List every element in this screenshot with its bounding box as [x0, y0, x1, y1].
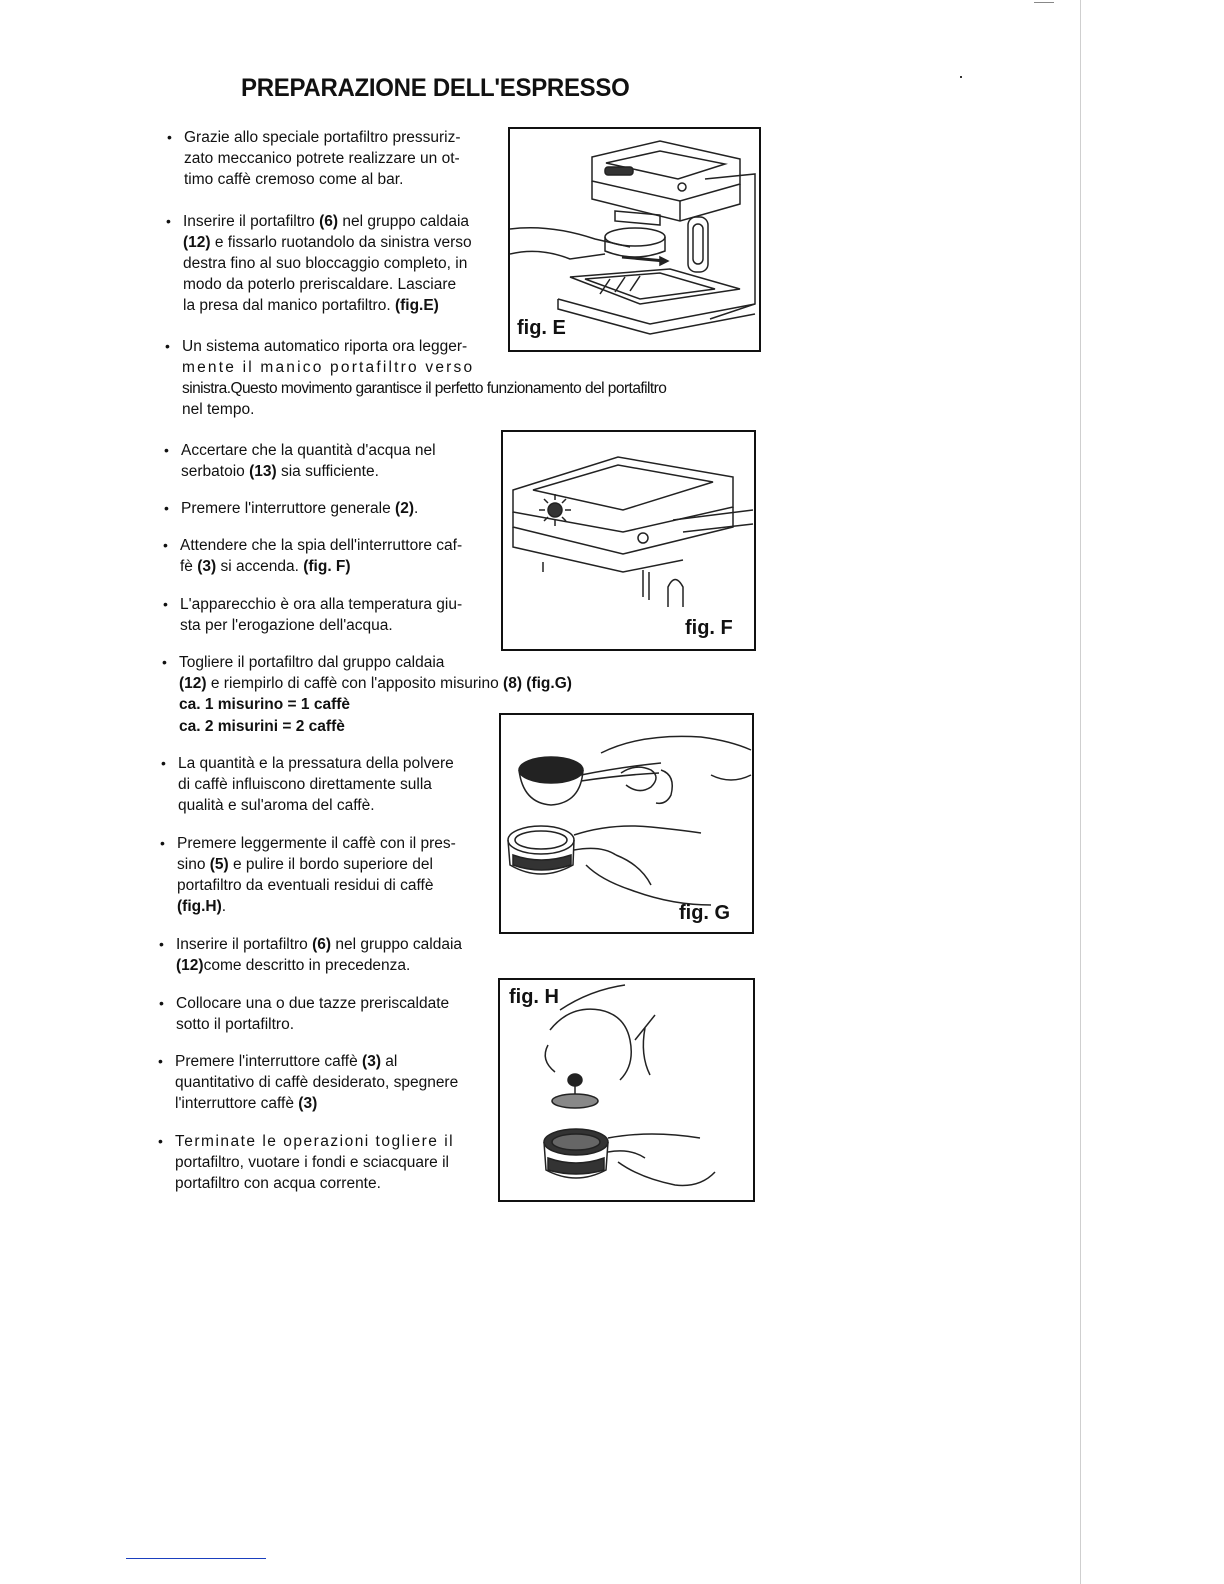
bullet-icon: • — [163, 596, 168, 612]
item-line: Premere leggermente il caffè con il pres- — [177, 835, 456, 852]
scan-speck — [1034, 2, 1054, 3]
item-line: modo da poterlo preriscaldare. Lasciare — [183, 276, 457, 293]
list-item — [164, 440, 501, 482]
item-line: portafiltro da eventuali residui di caffè — [177, 877, 434, 894]
item-line: L'apparecchio è ora alla temperatura giu- — [180, 596, 463, 613]
figure-label: fig. E — [517, 317, 566, 339]
dose-line-1: ca. 1 misurino = 1 caffè — [179, 696, 351, 713]
bullet-icon: • — [164, 442, 169, 458]
item-line: (12) e riempirlo di caffè con l'apposito misurino (8) (fig.G) — [179, 675, 572, 692]
measuring-scoop-icon — [501, 715, 752, 932]
list-item — [161, 753, 498, 816]
item-line: Inserire il portafiltro (6) nel gruppo caldaia — [176, 936, 463, 953]
item-line: (12)come descritto in precedenza. — [176, 957, 411, 974]
item-line: portafiltro con acqua corrente. — [175, 1175, 381, 1192]
item-line: zato meccanico potrete realizzare un ot- — [184, 150, 460, 167]
figure-g — [499, 713, 754, 934]
page-title: PREPARAZIONE DELL'ESPRESSO — [241, 74, 630, 102]
item-line: di caffè influiscono direttamente sulla — [178, 776, 432, 793]
figure-e — [508, 127, 761, 352]
bullet-icon: • — [162, 654, 167, 670]
dose-line-2: ca. 2 misurini = 2 caffè — [179, 718, 345, 735]
list-item — [164, 498, 501, 519]
list-item — [167, 127, 514, 190]
list-item — [159, 993, 496, 1035]
item-line: Togliere il portafiltro dal gruppo caldaia — [179, 654, 445, 671]
bullet-icon: • — [161, 755, 166, 771]
item-line: sta per l'erogazione dell'acqua. — [180, 617, 393, 634]
figure-label: fig. F — [685, 617, 733, 639]
item-line: mente il manico portafiltro verso — [182, 359, 475, 376]
bullet-icon: • — [165, 338, 170, 354]
item-line: qualità e sul'aroma del caffè. — [178, 797, 375, 814]
bullet-icon: • — [159, 995, 164, 1011]
item-line: nel tempo. — [182, 401, 255, 418]
bullet-icon: • — [166, 213, 171, 229]
item-line: la presa dal manico portafiltro. (fig.E) — [183, 297, 439, 314]
bullet-icon: • — [167, 129, 172, 145]
item-line: quantitativo di caffè desiderato, spegnere — [175, 1074, 459, 1091]
tamper-icon — [500, 980, 753, 1200]
item-line: (12) e fissarlo ruotandolo da sinistra verso — [183, 234, 472, 251]
item-line: Grazie allo speciale portafiltro pressuriz- — [184, 129, 461, 146]
item-line: sotto il portafiltro. — [176, 1016, 295, 1033]
item-line: destra fino al suo bloccaggio completo, in — [183, 255, 468, 272]
bullet-icon: • — [159, 936, 164, 952]
item-line: sino (5) e pulire il bordo superiore del — [177, 856, 433, 873]
list-item — [162, 652, 659, 694]
list-item — [159, 934, 496, 976]
item-line: Terminate le operazioni togliere il — [175, 1133, 455, 1150]
list-item — [163, 535, 500, 577]
list-item — [158, 1131, 495, 1194]
scan-speck — [960, 76, 962, 78]
list-item — [160, 833, 497, 917]
figure-h — [498, 978, 755, 1202]
figure-label: fig. H — [509, 986, 559, 1008]
item-line: Premere l'interruttore caffè (3) al — [175, 1053, 398, 1070]
bullet-icon: • — [164, 500, 169, 516]
bullet-icon: • — [158, 1133, 163, 1149]
item-line: Accertare che la quantità d'acqua nel — [181, 442, 436, 459]
bullet-icon: • — [158, 1053, 163, 1069]
list-item — [163, 594, 500, 636]
list-item — [166, 211, 513, 316]
item-line: timo caffè cremoso come al bar. — [184, 171, 404, 188]
item-line: portafiltro, vuotare i fondi e sciacquare il — [175, 1154, 449, 1171]
item-line: l'interruttore caffè (3) — [175, 1095, 318, 1112]
bullet-icon: • — [163, 537, 168, 553]
list-item — [158, 1051, 495, 1114]
footer-rule — [126, 1558, 266, 1559]
item-line: fè (3) si accenda. (fig. F) — [180, 558, 351, 575]
item-line: Premere l'interruttore generale (2). — [181, 500, 419, 517]
item-line: Un sistema automatico riporta ora legger- — [182, 338, 468, 355]
item-line: serbatoio (13) sia sufficiente. — [181, 463, 379, 480]
item-line: Attendere che la spia dell'interruttore caf- — [180, 537, 463, 554]
item-line: sinistra.Questo movimento garantisce il perfetto funzionamento del portafiltro — [182, 380, 667, 397]
item-line: Collocare una o due tazze preriscaldate — [176, 995, 450, 1012]
item-line: (fig.H). — [177, 898, 227, 915]
figure-label: fig. G — [679, 902, 731, 924]
bullet-icon: • — [160, 835, 165, 851]
figure-f — [501, 430, 756, 651]
page-edge-rule — [1080, 0, 1081, 1584]
item-line: Inserire il portafiltro (6) nel gruppo caldaia — [183, 213, 470, 230]
item-line: La quantità e la pressatura della polvere — [178, 755, 454, 772]
